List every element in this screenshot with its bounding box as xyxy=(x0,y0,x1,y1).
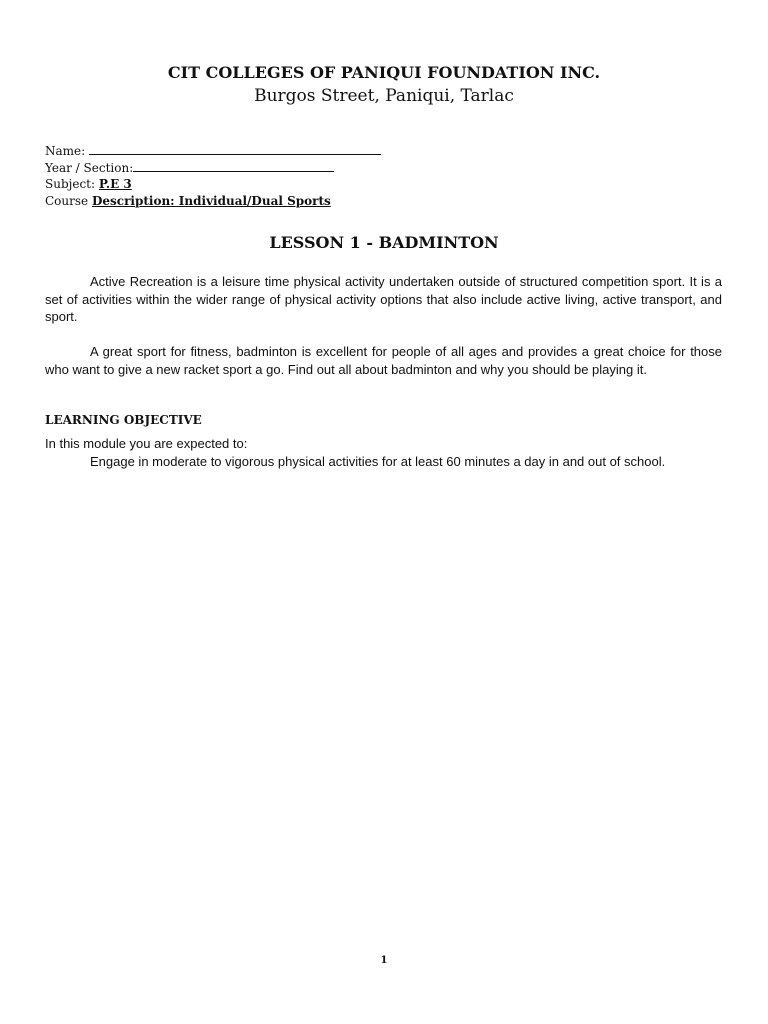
learning-objective-intro: In this module you are expected to: xyxy=(45,436,248,451)
student-info-block xyxy=(45,143,381,209)
paragraph-1-text: Active Recreation is a leisure time physical activity undertaken outside of structured competition sport. It is a set of activities within the wider range of physical activity options that also include active living, active transport, and sport. xyxy=(45,274,722,324)
course-value: Description: Individual/Dual Sports xyxy=(91,193,331,208)
paragraph-2-text: A great sport for fitness, badminton is excellent for people of all ages and provides a great choice for those who want to give a new racket sport a go. Find out all about badminton and why you should be playing it. xyxy=(45,344,722,377)
section-blank xyxy=(133,161,334,172)
page-number: 1 xyxy=(380,955,388,966)
learning-objective-text: Engage in moderate to vigorous physical activities for at least 60 minutes a day in and out of school. xyxy=(90,454,666,469)
subject-label: Subject: xyxy=(45,177,96,191)
name-line xyxy=(45,143,381,160)
learning-objective-body xyxy=(45,453,722,471)
school-name: CIT COLLEGES OF PANIQUI FOUNDATION INC. xyxy=(167,63,601,82)
paragraph-active-recreation xyxy=(45,273,722,326)
section-label: Year / Section: xyxy=(45,160,134,175)
section-line xyxy=(45,160,381,177)
name-blank xyxy=(89,144,381,155)
paragraph-badminton-intro xyxy=(45,343,722,378)
subject-value: P.E 3 xyxy=(98,177,132,191)
course-label: Course xyxy=(45,193,89,208)
course-line xyxy=(45,193,381,210)
learning-objective-heading: LEARNING OBJECTIVE xyxy=(45,413,202,427)
subject-line xyxy=(45,176,381,193)
lesson-title: LESSON 1 - BADMINTON xyxy=(269,233,499,252)
name-label: Name: xyxy=(45,144,86,158)
school-address: Burgos Street, Paniqui, Tarlac xyxy=(254,86,514,106)
